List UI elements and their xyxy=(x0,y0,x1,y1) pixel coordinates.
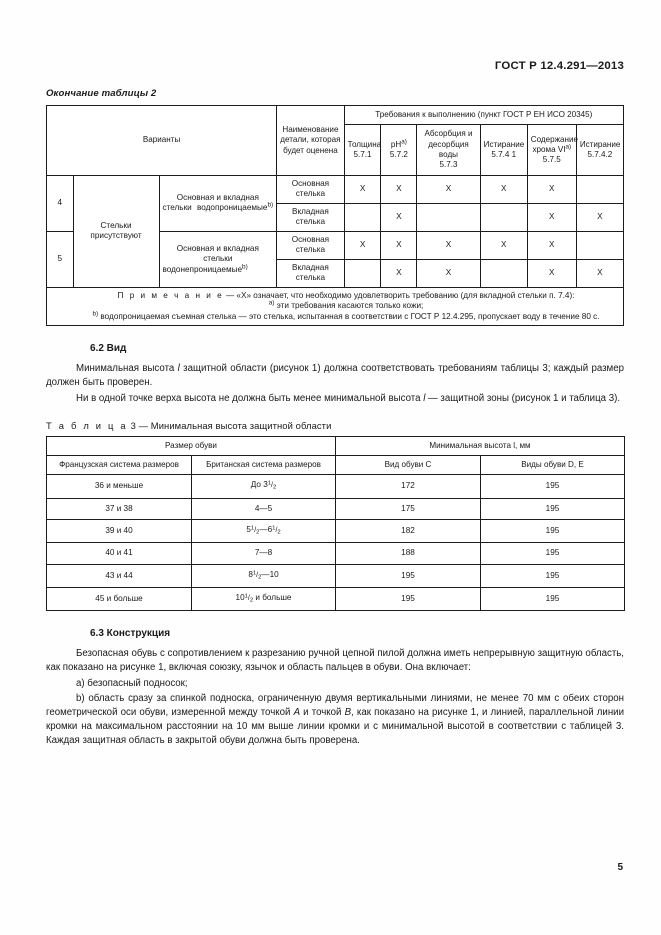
table2-col-ph xyxy=(381,125,417,175)
table2-mark: X xyxy=(381,231,417,259)
section-63-item-b-part3: , как показано на рисунке 1, и линией, параллельной линии кромки на максимальном расстоянии на 10 мм выше линии кромки и с минимальной высотой в соответствии с таблицей 3. Каждая защитная область в закрытой обуви должна быть проверена. xyxy=(46,707,624,746)
section-62-para-1b: защитной области (рисунок 1) должна соответствовать требованиям таблицы 3; каждый размер должен быть проверен. xyxy=(46,363,624,389)
table3-type-c: 195 xyxy=(336,564,481,587)
table2-mark xyxy=(417,203,480,231)
table-2 xyxy=(46,105,624,326)
section-63-item-b-point-b: B xyxy=(344,707,352,719)
table3-british: 7—8 xyxy=(192,543,336,565)
table3-french: 40 и 41 xyxy=(47,543,192,565)
table2-part: Вкладная стелька xyxy=(277,259,345,287)
table2-note-a xyxy=(50,301,620,312)
table2-note-main xyxy=(50,291,620,302)
table2-col-ph-clause: 5.7.2 xyxy=(389,150,408,160)
table2-variant-description xyxy=(159,175,277,231)
table2-col-absorption-clause: 5.7.3 xyxy=(439,160,458,170)
table3-british-pre: 5 xyxy=(246,525,251,534)
table2-mark: X xyxy=(527,175,576,203)
page-number: 5 xyxy=(617,862,623,873)
table3-british-pre: 10 xyxy=(235,592,245,602)
table2-variant-description-sup: b) xyxy=(242,262,248,270)
table2-col-thickness xyxy=(344,125,381,175)
table-row xyxy=(47,543,625,565)
table2-mark: X xyxy=(527,203,576,231)
table3-header-row-2 xyxy=(47,455,625,474)
table2-col-absorption xyxy=(417,125,480,175)
table3-british: 4—5 xyxy=(192,498,336,520)
table2-col-abrasion1-title: Истирание xyxy=(483,139,525,149)
table3-british-pre: До 3 xyxy=(250,480,268,490)
table2-col-part-name: Наименование детали, которая будет оценена xyxy=(277,106,345,176)
section-63-item-b xyxy=(46,692,624,747)
table2-group-label: Стельки присутствуют xyxy=(73,175,159,287)
section-62-heading: 6.2 Вид xyxy=(90,343,127,355)
table2-part: Основная стелька xyxy=(277,175,345,203)
table-row xyxy=(47,498,625,520)
table2-mark: X xyxy=(417,259,480,287)
table-row xyxy=(47,175,624,203)
table3-british-pre: 8 xyxy=(248,569,253,579)
table2-note-b-text: водопроницаемая съемная стелька — это стелька, испытанная в соответствии с ГОСТ Р 12.4.295, пропускает воду в течение 80 с. xyxy=(100,311,600,321)
table2-variant-description-text: Основная и вкладная стельки водонепроницаемые xyxy=(162,243,259,274)
table3-type-de: 195 xyxy=(481,475,625,498)
fraction: $^1/_2$ xyxy=(252,570,262,581)
table2-part: Основная стелька xyxy=(277,231,345,259)
table2-col-abrasion2 xyxy=(576,125,623,175)
table2-note-b xyxy=(50,312,620,323)
table3-caption-text: — Минимальная высота защитной области xyxy=(138,419,332,431)
table3-type-de: 195 xyxy=(481,520,625,543)
page-content xyxy=(46,88,624,747)
table3-col-french: Французская система размеров xyxy=(47,455,192,474)
table2-col-thickness-title: Толщина xyxy=(347,139,382,149)
table2-col-requirements-group: Требования к выполнению (пункт ГОСТ Р ЕН ИСО 20345) xyxy=(344,106,623,125)
section-62-para-2-symbol: l xyxy=(423,392,426,404)
table2-variant-number: 5 xyxy=(47,231,74,287)
table2-mark xyxy=(480,203,527,231)
table2-col-chromium-title: Содержание хрома VI xyxy=(530,134,579,154)
fraction: $^1/_2$ xyxy=(250,525,260,536)
table3-header-row-1 xyxy=(47,436,625,455)
table2-col-abrasion2-title: Истирание xyxy=(579,139,621,149)
table3-type-de: 195 xyxy=(481,498,625,520)
table2-col-abrasion1 xyxy=(480,125,527,175)
table3-caption-number: 3 xyxy=(130,419,136,431)
table3-type-de: 195 xyxy=(481,543,625,565)
table2-col-chromium-clause: 5.7.5 xyxy=(542,155,561,165)
section-63-item-b-part2: и точкой xyxy=(300,707,345,719)
section-63-item-a: a) безопасный подносок; xyxy=(76,677,188,689)
table3-col-type-de: Виды обуви D, E xyxy=(481,455,625,474)
table-row xyxy=(47,564,625,587)
table2-notes xyxy=(47,287,624,326)
section-62-para-1 xyxy=(46,362,624,390)
table2-col-ph-title: pH xyxy=(390,139,402,149)
table3-british: $8^1/_2—10$ xyxy=(192,564,336,587)
table2-notes-row xyxy=(47,287,624,326)
table2-header-row-1 xyxy=(47,106,624,125)
table2-mark: X xyxy=(480,231,527,259)
table3-british: $10^1/_2$ и больше xyxy=(192,587,336,610)
table2-col-abrasion2-clause: 5.7.4.2 xyxy=(587,150,613,160)
table2-caption: Окончание таблицы 2 xyxy=(46,88,157,99)
table2-mark: X xyxy=(480,175,527,203)
table2-mark: X xyxy=(527,259,576,287)
table2-part: Вкладная стелька xyxy=(277,203,345,231)
table-row xyxy=(47,520,625,543)
table2-mark xyxy=(576,231,623,259)
table2-mark: X xyxy=(344,175,381,203)
table2-note-label: П р и м е ч а н и е xyxy=(117,290,224,300)
table2-variant-description-text: Основная и вкладная стельки водопроницаемые xyxy=(162,192,268,213)
table2-variant-description-sup: b) xyxy=(267,201,274,209)
section-63-item-b-part1: b) область сразу за спинкой подноска, ограниченную двумя вертикальными линиями, не менее 70 мм с обеих сторон геометрической оси обуви, измеренной между точкой xyxy=(46,693,624,719)
table3-type-de: 195 xyxy=(481,564,625,587)
table3-type-c: 172 xyxy=(336,475,481,498)
table3-british: $5^1/_2—6^1/_2$ xyxy=(192,520,336,543)
fraction: $^1/_2$ xyxy=(272,525,281,536)
table2-mark xyxy=(344,203,381,231)
table3-caption xyxy=(46,420,624,431)
table2-mark: X xyxy=(417,175,480,203)
table2-mark: X xyxy=(576,259,623,287)
table3-type-de: 195 xyxy=(481,587,625,610)
table2-col-ph-sup: а) xyxy=(401,138,407,146)
table3-caption-label: Т а б л и ц а xyxy=(46,419,128,431)
table2-col-thickness-clause: 5.7.1 xyxy=(353,150,372,160)
table3-french: 45 и больше xyxy=(47,587,192,610)
table3-col-shoe-size: Размер обуви xyxy=(47,436,336,455)
table-row xyxy=(47,475,625,498)
section-62-para-1-symbol: l xyxy=(177,363,180,375)
fraction: $^1/_2$ xyxy=(244,593,254,604)
table2-mark: X xyxy=(344,231,381,259)
table2-note-main-text: — «Х» означает, что необходимо удовлетворить требованию (для вкладной стельки п. 7.4): xyxy=(225,290,575,300)
section-63-heading: 6.3 Конструкция xyxy=(90,628,171,640)
table3-type-c: 182 xyxy=(336,520,481,543)
table2-mark: X xyxy=(417,231,480,259)
table2-variant-number: 4 xyxy=(47,175,74,231)
table3-french: 36 и меньше xyxy=(47,475,192,498)
table2-variant-description xyxy=(159,231,277,287)
fraction: $^1/_2$ xyxy=(267,480,277,491)
section-62-para-2b: — защитной зоны (рисунок 1 и таблица 3). xyxy=(425,392,621,404)
section-63-para-1: Безопасная обувь с сопротивлением к разрезанию ручной цепной пилой должна иметь непрерывную защитную область, как показано на рисунке 1, включая союзку, язычок и область пальцев в обуви. Она включает: xyxy=(46,648,624,673)
table3-french: 39 и 40 xyxy=(47,520,192,543)
table2-col-chromium xyxy=(527,125,579,175)
table2-note-a-text: эти требования касаются только кожи; xyxy=(276,301,424,311)
table3-col-type-c: Вид обуви С xyxy=(336,455,481,474)
section-62-para-2a: Ни в одной точке верха высота не должна быть менее минимальной высота xyxy=(76,392,424,404)
table2-col-chromium-sup: а) xyxy=(565,143,572,151)
table2-mark xyxy=(480,259,527,287)
table3-type-c: 175 xyxy=(336,498,481,520)
running-head: ГОСТ Р 12.4.291—2013 xyxy=(494,60,624,72)
table2-mark: X xyxy=(381,203,417,231)
table2-mark: X xyxy=(576,203,623,231)
section-62-para-1a: Минимальная высота xyxy=(76,363,178,375)
table-3 xyxy=(46,436,625,611)
table-row xyxy=(47,587,625,610)
table2-mark: X xyxy=(381,259,417,287)
table3-type-c: 195 xyxy=(336,587,481,610)
table2-note-b-sup: b) xyxy=(92,310,99,318)
table2-note-a-sup: a) xyxy=(268,299,275,307)
table2-col-absorption-title: Абсорбция и десорбция воды xyxy=(424,129,473,160)
table2-mark: X xyxy=(527,231,576,259)
table2-mark: X xyxy=(381,175,417,203)
table2-mark xyxy=(576,175,623,203)
table2-mark xyxy=(344,259,381,287)
table3-british xyxy=(192,475,336,498)
table2-col-variants: Варианты xyxy=(47,106,277,176)
table3-col-british: Британская система размеров xyxy=(192,455,336,474)
section-62-para-2 xyxy=(46,392,624,406)
table3-french: 37 и 38 xyxy=(47,498,192,520)
table2-col-abrasion1-clause: 5.7.4 1 xyxy=(491,150,517,160)
table3-col-min-height: Минимальная высота l, мм xyxy=(336,436,625,455)
table3-type-c: 188 xyxy=(336,543,481,565)
section-63-item-b-point-a: A xyxy=(293,707,301,719)
table3-french: 43 и 44 xyxy=(47,564,192,587)
